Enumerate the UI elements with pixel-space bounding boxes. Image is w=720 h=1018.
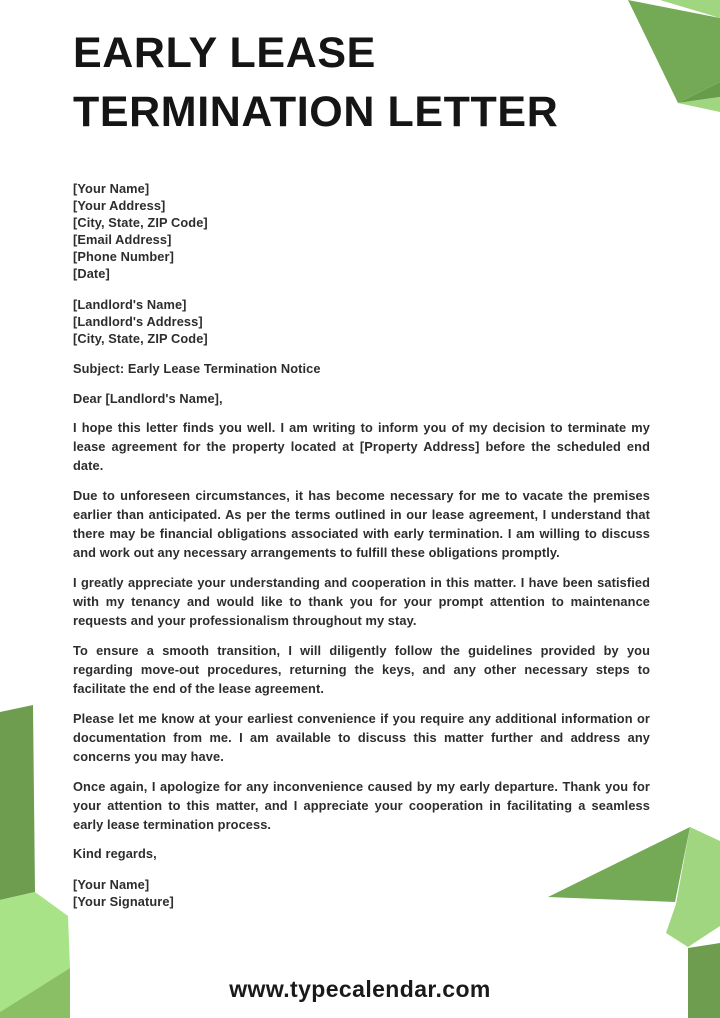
website-text: www.typecalendar.com [229, 976, 491, 1002]
recipient-block [73, 296, 650, 347]
signature-name: [Your Name] [73, 877, 150, 892]
sender-block [73, 180, 650, 282]
corner-decoration-bottom-left-icon [0, 700, 75, 1018]
subject-line: Subject: Early Lease Termination Notice [73, 361, 321, 376]
body-paragraph-2: Due to unforeseen circumstances, it has become necessary for me to vacate the premises earlier than anticipated. As per the terms outlined in our lease agreement, I understand that there may be financial obligations associated with early termination. I am willing to discuss and work out any necessary arrangements to fulfill these obligations promptly. [73, 488, 650, 560]
sender-name: [Your Name] [73, 181, 150, 196]
sign-off: Kind regards, [73, 846, 157, 861]
body-paragraph-6: Once again, I apologize for any inconvenience caused by my early departure. Thank you for your attention to this matter, and I appreciate your cooperation in facilitating a seamless early lease termination process. [73, 779, 650, 832]
greeting-line: Dear [Landlord's Name], [73, 391, 223, 406]
decor-strip-dark [0, 705, 35, 900]
footer [0, 976, 720, 1002]
body-paragraph-5: Please let me know at your earliest convenience if you require any additional information or documentation from me. I am available to discuss this matter further and address any concerns you may have. [73, 711, 650, 764]
sender-email: [Email Address] [73, 232, 172, 247]
decor-facet-right [678, 82, 720, 103]
signature-block [73, 876, 650, 910]
page-title [73, 24, 650, 142]
sender-phone: [Phone Number] [73, 249, 174, 264]
landlord-city-state-zip: [City, State, ZIP Code] [73, 331, 208, 346]
signature-line: [Your Signature] [73, 894, 174, 909]
decor-facet-top [660, 0, 720, 18]
sender-city-state-zip: [City, State, ZIP Code] [73, 215, 208, 230]
body-paragraph-3: I greatly appreciate your understanding and cooperation in this matter. I have been satisfied with my tenancy and would like to thank you for your prompt attention to maintenance requests and your professionalism throughout my stay. [73, 575, 650, 628]
letter-content [73, 0, 650, 910]
page-title-line-1: EARLY LEASE [73, 29, 376, 77]
decor-facet-sliver [678, 97, 720, 112]
decor-wedge-light [666, 827, 720, 947]
landlord-name: [Landlord's Name] [73, 297, 187, 312]
page-title-line-2: TERMINATION LETTER [73, 88, 559, 136]
body-paragraph-4: To ensure a smooth transition, I will diligently follow the guidelines provided by you regarding move-out procedures, returning the keys, and any other necessary steps to facilitate the end of the lease agreement. [73, 643, 650, 696]
letter-date: [Date] [73, 266, 110, 281]
landlord-address: [Landlord's Address] [73, 314, 203, 329]
body-paragraph-1: I hope this letter finds you well. I am writing to inform you of my decision to terminate my lease agreement for the property located at [Property Address] before the scheduled end date. [73, 420, 650, 473]
sender-address: [Your Address] [73, 198, 166, 213]
